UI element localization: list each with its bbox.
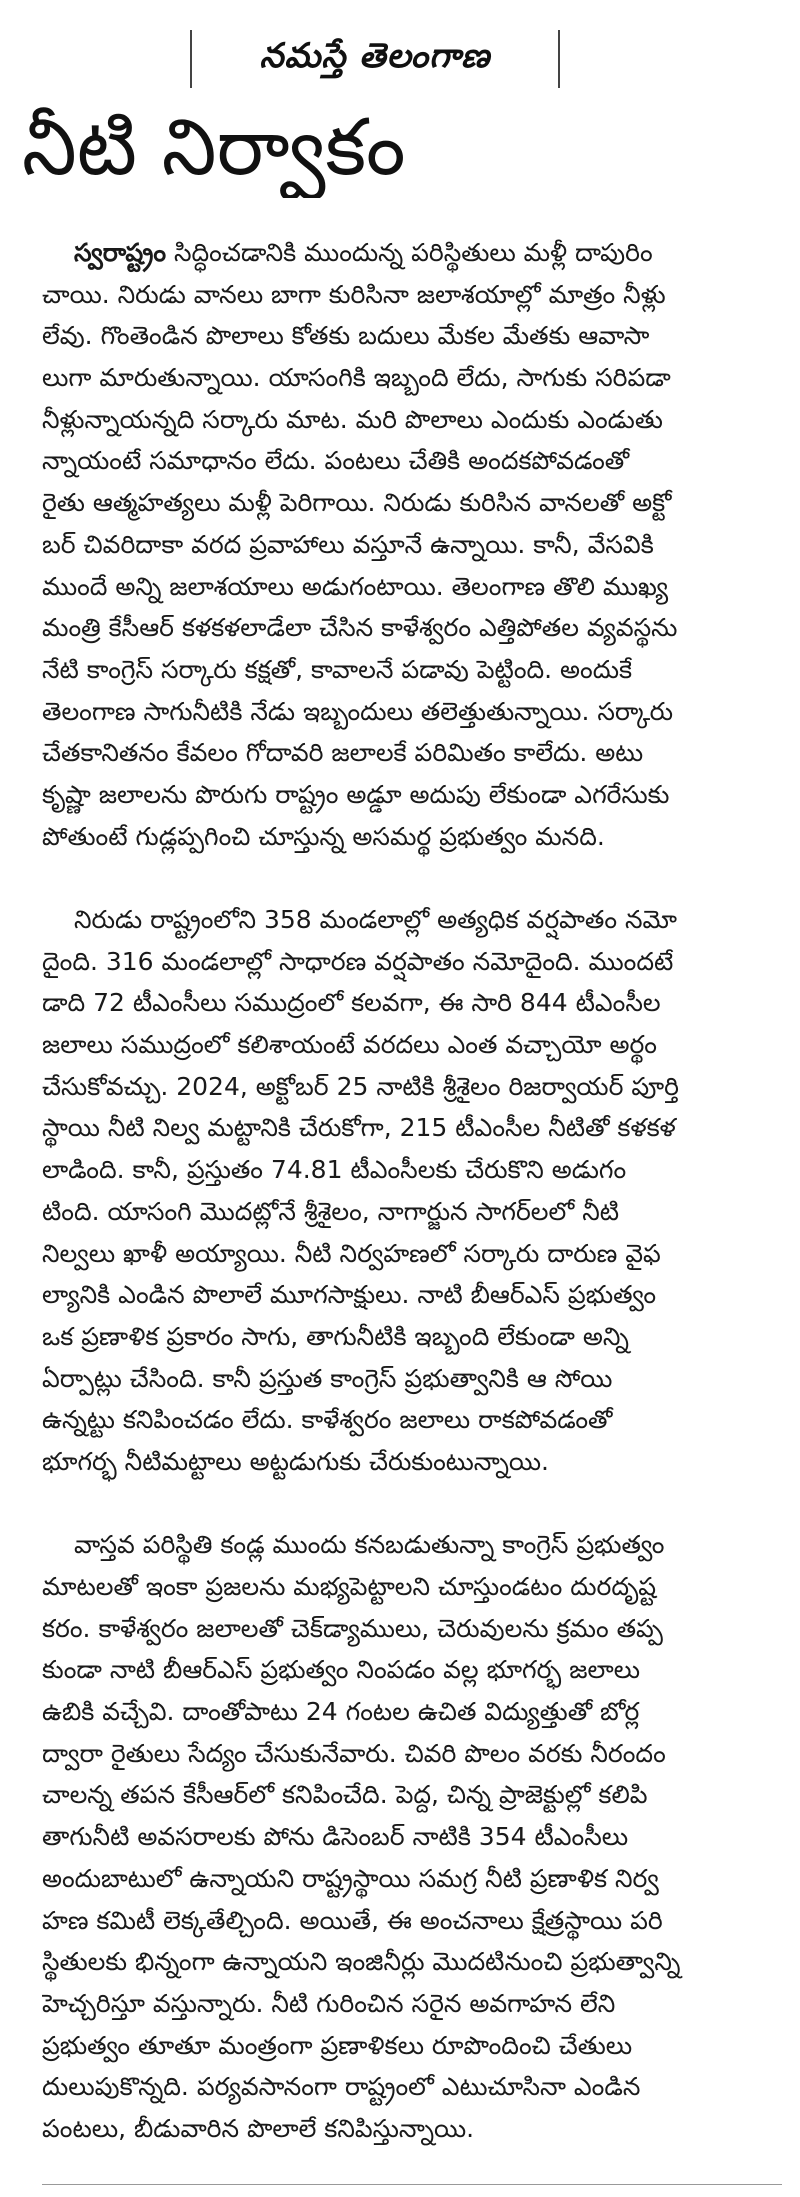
paragraph-3-first-line: వాస్తవ పరిస్థితి కండ్ల ముందు కనబడుతున్నా కాంగ్రెస్ ప్రభుత్వం [74, 1530, 665, 1560]
masthead [150, 22, 600, 92]
text-line: తెలంగాణ సాగునీటికి నేడు ఇబ్బందులు తలెత్తుతున్నాయి. సర్కారు [42, 696, 674, 726]
text-line: నీళ్లున్నాయన్నది సర్కారు మాట. మరి పొలాలు ఎందుకు ఎండుతు [42, 404, 663, 434]
text-line: న్నాయంటే సమాధానం లేదు. పంటలు చేతికి అందకపోవడంతో [42, 446, 630, 476]
text-line: ఉబికి వచ్చేవి. దాంతోపాటు 24 గంటల ఉచిత విద్యుత్తుతో బోర్ల [42, 1697, 640, 1727]
text-line: లుగా మారుతున్నాయి. యాసంగికి ఇబ్బంది లేదు, సాగుకు సరిపడా [42, 363, 671, 393]
text-line: హెచ్చరిస్తూ వస్తున్నారు. నీటి గురించిన సరైన అవగాహన లేని [42, 1988, 616, 2018]
text-line: లేవు. గొంతెండిన పొలాలు కోతకు బదులు మేకల మేతకు ఆవాసా [42, 321, 650, 351]
text-line: చాలన్న తపన కేసీఆర్‌లో కనిపించేది. పెద్ద, చిన్న ప్రాజెక్టుల్లో కలిపి [42, 1780, 648, 1810]
masthead-right-rule [558, 30, 560, 88]
text-line: నిల్వలు ఖాళీ అయ్యాయి. నీటి నిర్వహణలో సర్కారు దారుణ వైఫ [42, 1238, 661, 1268]
paragraph-1 [42, 232, 782, 857]
text-line: చేతకానితనం కేవలం గోదావరి జలాలకే పరిమితం కాలేదు. అటు [42, 738, 644, 768]
text-line: స్థితులకు భిన్నంగా ఉన్నాయని ఇంజినీర్లు మొదటినుంచి ప్రభుత్వాన్ని [42, 1947, 681, 1977]
text-line: చేసుకోవచ్చు. 2024, అక్టోబర్ 25 నాటికి శ్రీశైలం రిజర్వాయర్ పూర్తి [42, 1071, 679, 1101]
text-line: మంత్రి కేసీఆర్ కళకళలాడేలా చేసిన కాళేశ్వరం ఎత్తిపోతల వ్యవస్థను [42, 613, 678, 643]
text-line: తాగునీటి అవసరాలకు పోను డిసెంబర్ నాటికి 354 టీఎంసీలు [42, 1822, 629, 1852]
text-line: లాడింది. కానీ, ప్రస్తుతం 74.81 టీఎంసీలకు చేరుకొని అడుగం [42, 1155, 627, 1185]
paragraph-2-first-line: నిరుడు రాష్ట్రంలోని 358 మండలాల్లో అత్యధిక వర్షపాతం నమో [74, 905, 678, 934]
newspaper-brand: నమస్తే తెలంగాణ [259, 36, 491, 76]
article-body [42, 232, 782, 2150]
text-line: ప్రభుత్వం తూతూ మంత్రంగా ప్రణాళికలు రూపొందించి చేతులు [42, 2030, 633, 2060]
paragraph-1-first-line [42, 232, 782, 274]
text-line: ముందే అన్ని జలాశయాలు అడుగంటాయి. తెలంగాణ తొలి ముఖ్య [42, 571, 669, 601]
text-line: జలాలు సముద్రంలో కలిశాయంటే వరదలు ఎంత వచ్చాయో అర్థం [42, 1030, 657, 1060]
text-line: చాయి. నిరుడు వానలు బాగా కురిసినా జలాశయాల్లో మాత్రం నీళ్లు [42, 279, 666, 309]
text-line: కుండా నాటి బీఆర్ఎస్ ప్రభుత్వం నింపడం వల్ల భూగర్భ జలాలు [42, 1655, 641, 1685]
text-line: ఉన్నట్టు కనిపించడం లేదు. కాళేశ్వరం జలాలు రాకపోవడంతో [42, 1405, 613, 1435]
lead-word: స్వరాష్ట్రం [74, 238, 167, 267]
text-line: ఒక ప్రణాళిక ప్రకారం సాగు, తాగునీటికి ఇబ్బంది లేకుండా అన్ని [42, 1321, 629, 1351]
bottom-divider [42, 2184, 782, 2185]
paragraph-3 [42, 1524, 782, 2149]
first-line-rest: సిద్ధించడానికి ముందున్న పరిస్థితులు మళ్లీ దాపురిం [166, 238, 653, 267]
text-line: టింది. యాసంగి మొదట్లోనే శ్రీశైలం, నాగార్జున సాగర్‌లలో నీటి [42, 1196, 620, 1226]
text-line: అందుబాటులో ఉన్నాయని రాష్ట్రస్థాయి సమగ్ర నీటి ప్రణాళిక నిర్వ [42, 1863, 659, 1893]
text-line: భూగర్భ నీటిమట్టాలు అట్టడుగుకు చేరుకుంటున్నాయి. [42, 1446, 549, 1476]
text-line: హణ కమిటీ లెక్కతేల్చింది. అయితే, ఈ అంచనాలు క్షేత్రస్థాయి పరి [42, 1905, 663, 1935]
paragraph-2 [42, 899, 782, 1483]
headline: నీటి నిర్వాకం [22, 103, 406, 193]
text-line: కృష్ణా జలాలను పొరుగు రాష్ట్రం అడ్డూ అదుపు లేకుండా ఎగరేసుకు [42, 779, 670, 809]
text-line: కరం. కాళేశ్వరం జలాలతో చెక్‌డ్యాములు, చెరువులను క్రమం తప్ప [42, 1613, 663, 1643]
text-line: రైతు ఆత్మహత్యలు మళ్లీ పెరిగాయి. నిరుడు కురిసిన వానలతో అక్టో [42, 488, 672, 518]
text-line: ల్యానికి ఎండిన పొలాలే మూగసాక్షులు. నాటి బీఆర్ఎస్ ప్రభుత్వం [42, 1280, 657, 1310]
text-line: పోతుంటే గుడ్లప్పగించి చూస్తున్న అసమర్థ ప్రభుత్వం మనది. [42, 821, 605, 851]
text-line: దులుపుకొన్నది. పర్యవసానంగా రాష్ట్రంలో ఎటుచూసినా ఎండిన [42, 2072, 641, 2102]
text-line: డాది 72 టీఎంసీలు సముద్రంలో కలవగా, ఈ సారి 844 టీఎంసీల [42, 988, 661, 1018]
text-line: స్థాయి నీటి నిల్వ మట్టానికి చేరుకోగా, 215 టీఎంసీల నీటితో కళకళ [42, 1113, 676, 1143]
text-line: మాటలతో ఇంకా ప్రజలను మభ్యపెట్టాలని చూస్తుండటం దురదృష్ట [42, 1572, 657, 1601]
text-line: ద్వారా రైతులు సేద్యం చేసుకునేవారు. చివరి పొలం వరకు నీరందం [42, 1738, 666, 1768]
text-line: నేటి కాంగ్రెస్ సర్కారు కక్షతో, కావాలనే పడావు పెట్టింది. అందుకే [42, 654, 633, 684]
text-line: ఏర్పాట్లు చేసింది. కానీ ప్రస్తుత కాంగ్రెస్ ప్రభుత్వానికి ఆ సోయి [42, 1363, 613, 1393]
text-line: బర్ చివరిదాకా వరద ప్రవాహాలు వస్తూనే ఉన్నాయి. కానీ, వేసవికి [42, 529, 654, 559]
text-line: పంటలు, బీడువారిన పొలాలే కనిపిస్తున్నాయి. [42, 2113, 475, 2143]
text-line: దైంది. 316 మండలాల్లో సాధారణ వర్షపాతం నమోదైంది. ముందటే [42, 946, 674, 976]
